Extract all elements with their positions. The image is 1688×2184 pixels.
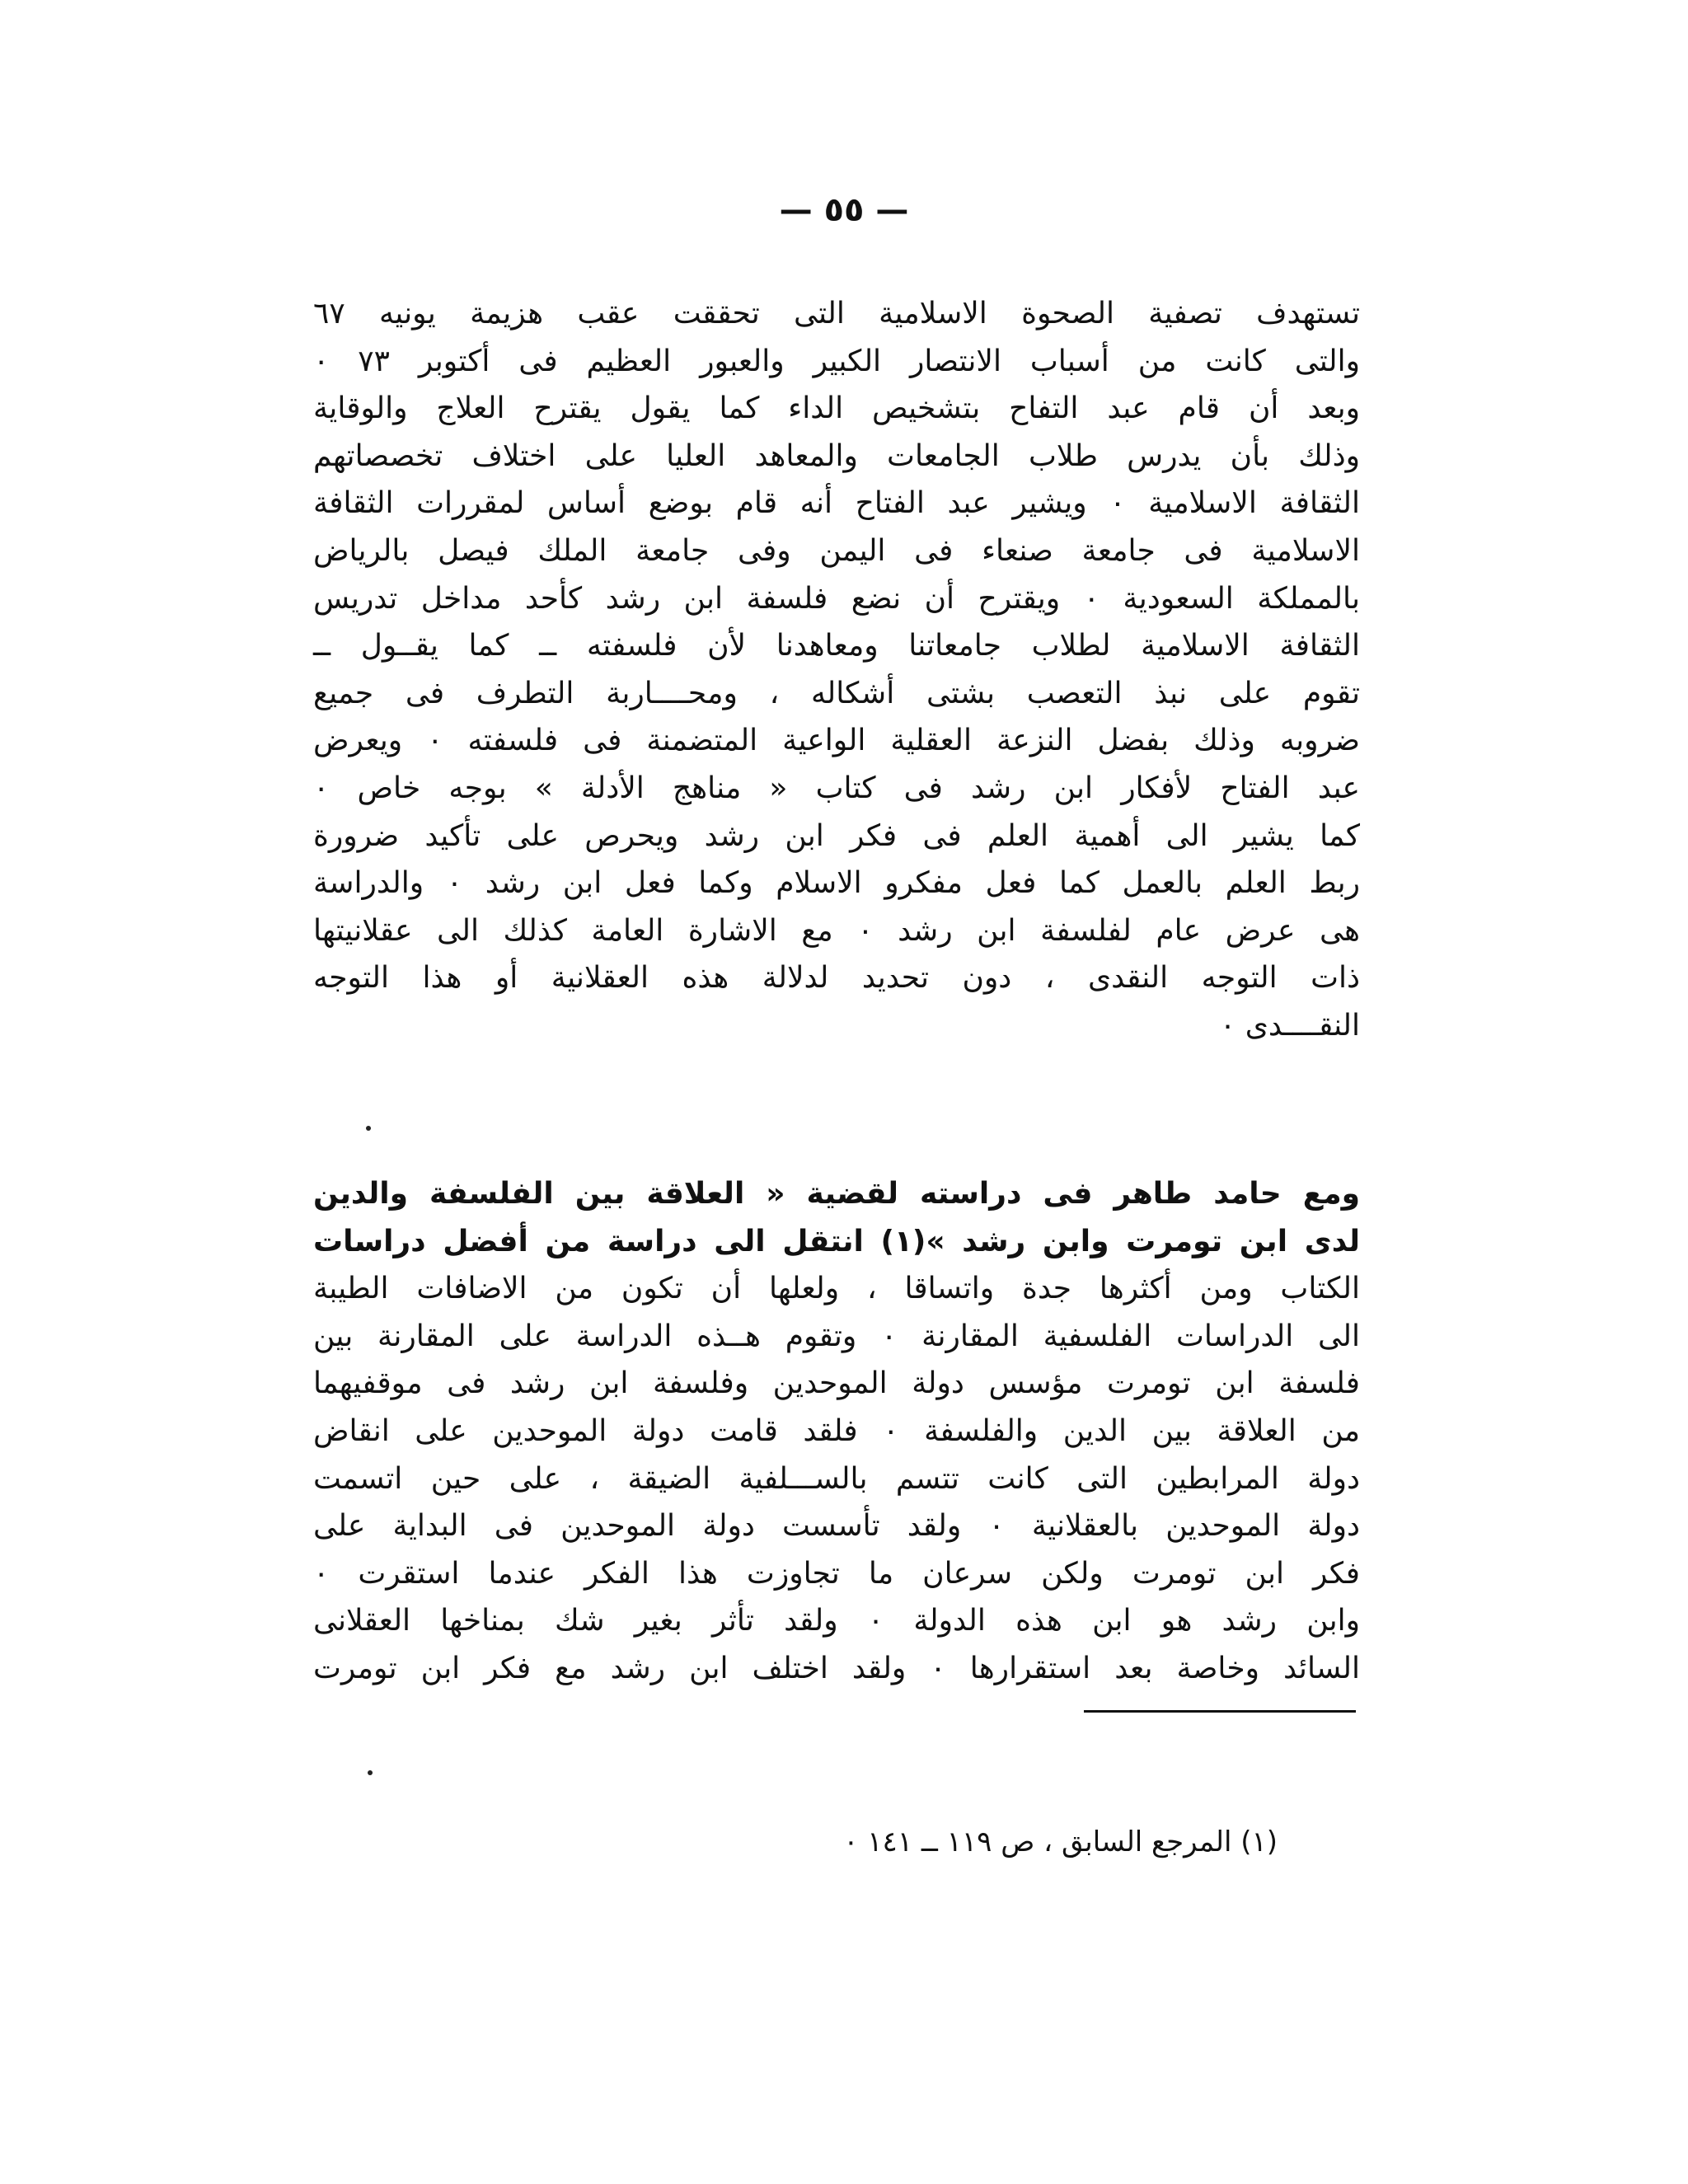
text-line: من العلاقة بين الدين والفلسفة ٠ فلقد قامت دولة الموحدين على انقاض: [313, 1413, 1361, 1448]
text-line: وابن رشد هو ابن هذه الدولة ٠ ولقد تأثر بغير شك بمناخها العقلانى: [313, 1604, 1360, 1638]
scan-speck: [366, 1126, 371, 1131]
text-line: دولة الموحدين بالعقلانية ٠ ولقد تأسست دولة الموحدين فى البداية على: [313, 1509, 1360, 1544]
text-line: الاسلامية فى جامعة صنعاء فى اليمن وفى جامعة الملك فيصل بالرياض: [313, 533, 1360, 568]
text-line: النقــــدى ٠: [1219, 1008, 1360, 1043]
text-line: الكتاب ومن أكثرها جدة واتساقا ، ولعلها أن تكون من الاضافات الطيبة: [313, 1272, 1360, 1306]
footnote: (١) المرجع السابق ، ص ١١٩ ــ ١٤١ ٠: [843, 1825, 1278, 1858]
scan-speck: [368, 1770, 373, 1775]
paragraph-1: [313, 290, 1360, 1050]
text-line: بالمملكة السعودية ٠ ويقترح أن نضع فلسفة ابن رشد كأحد مداخل تدريس: [313, 581, 1360, 616]
text-line: تستهدف تصفية الصحوة الاسلامية التى تحققت عقب هزيمة يونيه ٦٧: [313, 297, 1360, 330]
paragraph-2: [313, 1170, 1360, 1693]
text-line: والتى كانت من أسباب الانتصار الكبير والعبور العظيم فى أكتوبر ٧٣ ٠: [313, 344, 1360, 378]
text-line: ذات التوجه النقدى ، دون تحديد لدلالة هذه العقلانية أو هذا التوجه: [313, 961, 1360, 996]
text-line: تقوم على نبذ التعصب بشتى أشكاله ، ومحــــاربة التطرف فى جميع: [313, 676, 1360, 710]
text-line: ربط العلم بالعمل كما فعل مفكرو الاسلام وكما فعل ابن رشد ٠ والدراسة: [313, 866, 1361, 901]
text-line: لدى ابن تومرت وابن رشد »(١) انتقل الى دراسة من أفضل دراسات: [313, 1224, 1361, 1258]
text-line: السائد وخاصة بعد استقرارها ٠ ولقد اختلف ابن رشد مع فكر ابن تومرت: [313, 1651, 1360, 1685]
text-line: هى عرض عام لفلسفة ابن رشد ٠ مع الاشارة العامة كذلك الى عقلانيتها: [313, 913, 1360, 948]
text-line: فكر ابن تومرت ولكن سرعان ما تجاوزت هذا الفكر عندما استقرت ٠: [313, 1556, 1360, 1591]
text-line: الثقافة الاسلامية لطلاب جامعاتنا ومعاهدنا لأن فلسفته ــ كما يقــول ــ: [313, 629, 1360, 663]
text-line: ومع حامد طاهر فى دراسته لقضية « العلاقة بين الفلسفة والدين: [313, 1177, 1360, 1211]
text-line: دولة المرابطين التى كانت تتسم بالســـلفية الضيقة ، على حين اتسمت: [313, 1461, 1360, 1496]
text-line: وذلك بأن يدرس طلاب الجامعات والمعاهد العليا على اختلاف تخصصاتهم: [313, 438, 1360, 473]
text-line: الى الدراسات الفلسفية المقارنة ٠ وتقوم هــذه الدراسة على المقارنة بين: [313, 1319, 1360, 1353]
footnote-divider: [1084, 1710, 1356, 1713]
text-line: وبعد أن قام عبد التفاح بتشخيص الداء كما يقول يقترح العلاج والوقاية: [313, 391, 1360, 426]
text-line: الثقافة الاسلامية ٠ ويشير عبد الفتاح أنه قام بوضع أساس لمقررات الثقافة: [313, 486, 1360, 521]
text-line: كما يشير الى أهمية العلم فى فكر ابن رشد ويحرص على تأكيد ضرورة: [313, 818, 1360, 853]
page-number: — ٥٥ —: [779, 191, 909, 229]
text-line: عبد الفتاح لأفكار ابن رشد فى كتاب « مناهج الأدلة » بوجه خاص ٠: [313, 771, 1360, 805]
text-line: ضروبه وذلك بفضل النزعة العقلية الواعية المتضمنة فى فلسفته ٠ ويعرض: [313, 724, 1360, 758]
text-line: فلسفة ابن تومرت مؤسس دولة الموحدين وفلسفة ابن رشد فى موقفيهما: [313, 1366, 1360, 1401]
